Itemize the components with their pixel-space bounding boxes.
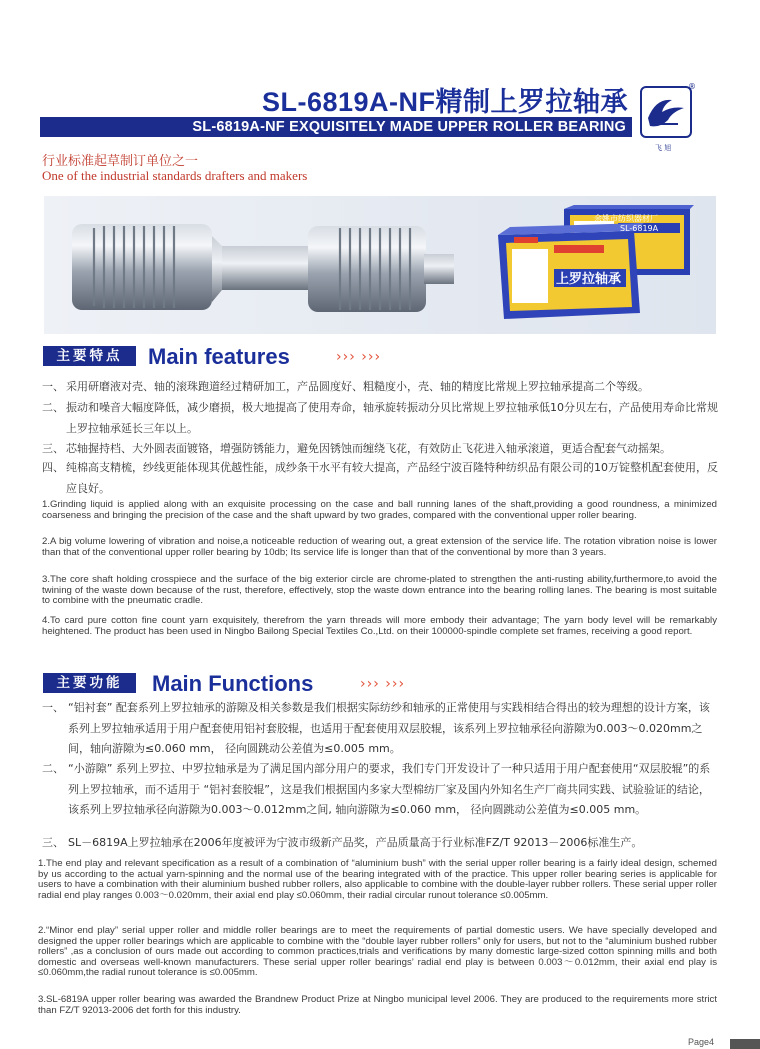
product-boxes-image bbox=[494, 205, 694, 330]
brand-logo bbox=[640, 86, 692, 138]
box-label-text: 上罗拉轴承 bbox=[556, 272, 622, 287]
page-corner-mark bbox=[730, 1039, 760, 1049]
feature-cn-3: 三、 芯轴握持档、大外圆表面镀铬，增强防锈能力，避免因锈蚀而缠绕飞花，有效防止飞花进入轴承滚道，更适合配套气动摇架。 bbox=[42, 442, 671, 455]
function-en-2: 2.“Minor end play” serial upper roller and middle roller bearings are to meet the requirements of partial domestic users. We have specially developed and designed the upper roller bearings which are applicable to combine with the “double layer rubber rollers” only for users, but not to the “aluminium bushed rubber rollers” ,as a conclusion of ours made out according to common practices,trials and verifications by many domestic large-sized cotton spinning mills and both domestic and overseas well-known manufacturers. These serial upper roller bearings’ radial end play is between 0.003～0.012mm, their axial end play is ≤0.060mm,the radial runout tolerance is ≤0.005mm. bbox=[38, 925, 717, 978]
feature-en-3: 3.The core shaft holding crosspiece and the surface of the big exterior circle are chrome-plated to strengthen the anti-rusting ability,furthermore,to avoid the twining of the waste down because of the rust, therefore, effectively, stop the waste down entrance into the bearing rolling lanes. The bearing is most suitable to combine with the pneumatic cradle. bbox=[42, 574, 717, 606]
functions-title: Main Functions bbox=[152, 671, 314, 696]
box-model-text: SL-6819A bbox=[620, 224, 659, 233]
page-number: Page4 bbox=[687, 1037, 714, 1047]
roller-bearing-image bbox=[72, 214, 462, 324]
features-arrows-icon: ››› ››› bbox=[336, 349, 382, 365]
tagline-english: One of the industrial standards drafters and makers bbox=[42, 168, 308, 183]
page-title: SL-6819A-NF精制上罗拉轴承 bbox=[261, 87, 628, 117]
features-label-cn: 主要特点 bbox=[43, 346, 136, 366]
logo-caption: 飞 旭 bbox=[655, 144, 672, 152]
feature-en-4: 4.To card pure cotton fine count yarn exquisitely, therefrom the yarn threads will more embody their advantage; The yarn body level will be remarkably heightened. The product has been used in Ningbo Bailong Special Textiles Co.,Ltd. on their 100000-spindle complete set frames, receiving a good report. bbox=[42, 615, 717, 637]
feature-cn-2: 二、 振动和噪音大幅度降低，减少磨损，极大地提高了使用寿命，轴承旋转振动分贝比常规上罗拉轴承低10分贝左右，产品使用寿命比常规上罗拉轴承延长三年以上。 bbox=[42, 401, 718, 435]
function-cn-3: 三、 SL－6819A上罗拉轴承在2006年度被评为宁波市级新产品奖，产品质量高于行业标准FZ/T 92013－2006标准生产。 bbox=[42, 836, 643, 849]
feature-en-1: 1.Grinding liquid is applied along with an exquisite processing on the case and ball running lanes of the shaft,providing a good roundness, a minimized coarseness and bringing the precision of the case and the shaft upward by two grades, compared with the conventional upper roller bearing. bbox=[42, 499, 717, 521]
function-en-1: 1.The end play and relevant specification as a result of a combination of “aluminium bush” with the serial upper roller bearing is a fairly ideal design, schemed by us according to the actual yarn-spinning and the normal use of the bearing integrated with of the practice. This upper roller bearing series is applicable for users to have a combination with their aluminium bushed rubber rollers, also applicable to combine with the double-layer rubber rollers. These serial upper roller radial end play ranges 0.003～0.020mm, their axial end play ≤0.060mm, their radial circular runout tolerance ≤0.005mm. bbox=[38, 858, 717, 901]
registered-mark-icon: ® bbox=[688, 82, 696, 91]
functions-label-cn: 主要功能 bbox=[43, 673, 136, 693]
feature-en-2: 2.A big volume lowering of vibration and noise,a noticeable reduction of wearing out, a great extension of the service life. The rotation vibration noise is lower than that of the conventional upper roller bearing by 10db; Its service life is longer than that of the conventional by more than 3 years. bbox=[42, 536, 717, 558]
features-title: Main features bbox=[148, 344, 290, 369]
function-en-3: 3.SL-6819A upper roller bearing was awarded the Brandnew Product Prize at Ningbo municipal level 2006. They are produced to the requirements more strict than FZ/T 92013-2006 det forth for this industry. bbox=[38, 994, 717, 1016]
page-subtitle-english: SL-6819A-NF EXQUISITELY MADE UPPER ROLLER BEARING bbox=[192, 119, 626, 135]
bird-logo-icon bbox=[642, 88, 690, 136]
tagline-chinese: 行业标准起草制订单位之一 bbox=[42, 154, 199, 169]
function-cn-2: 二、 “小游隙” 系列上罗拉、中罗拉轴承是为了满足国内部分用户的要求，我们专门开发设计了一种只适用于用户配套使用“双层胶辊”的系列上罗拉轴承，而不适用于 “铝衬套胶辊”，这是我们根据国内多家大型棉纺厂家及国内外知名生产厂商共同实践、试验验证的结论， 该系列上罗拉轴承径向游隙为0.003～0.012mm之间, 轴向游隙为≤0.060 mm， 径向圆跳动公差值为≤0.005 mm。 bbox=[42, 762, 711, 816]
function-cn-1: 一、 “铝衬套” 配套系列上罗拉轴承的游隙及相关参数是我们根据实际纺纱和轴承的正常使用与实践相结合得出的较为理想的设计方案，该系列上罗拉轴承适用于用户配套使用铝衬套胶辊，也适用于配套使用双层胶辊，该系列上罗拉轴承径向游隙为0.003～0.020mm之间，轴向游隙为≤0.060 mm， 径向圆跳动公差值为≤0.005 mm。 bbox=[42, 701, 710, 755]
functions-arrows-icon: ››› ››› bbox=[360, 676, 406, 692]
feature-cn-4: 四、 纯棉高支精梳，纱线更能体现其优越性能，成纱条干水平有较大提高，产品经宁波百隆特种纺织品有限公司的10万锭整机配套使用，反应良好。 bbox=[42, 461, 718, 495]
feature-cn-1: 一、 采用研磨液对壳、轴的滚珠跑道经过精研加工，产品圆度好、粗糙度小，壳、轴的精度比常规上罗拉轴承提高二个等级。 bbox=[42, 380, 649, 393]
box-maker-text: 余姚市纺织器材厂 bbox=[594, 214, 658, 223]
